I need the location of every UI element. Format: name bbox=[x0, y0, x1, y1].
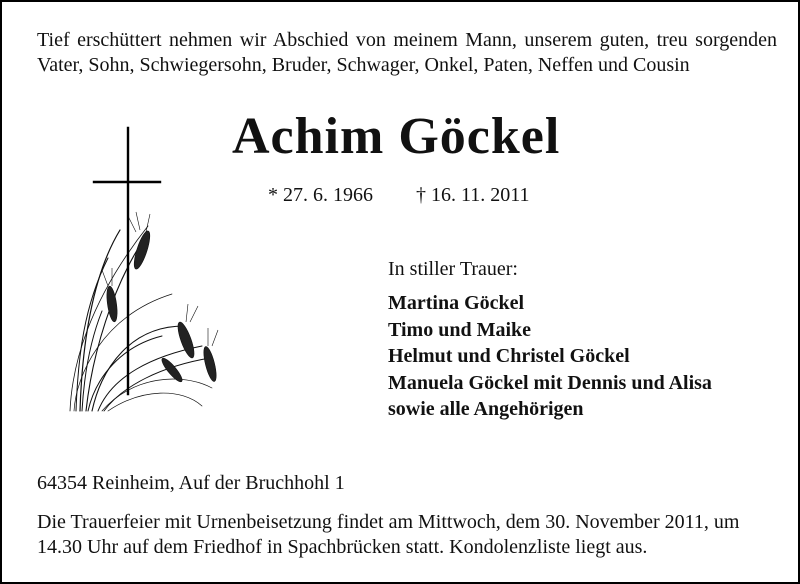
intro-text: Tief erschüttert nehmen wir Abschied von meinem Mann, unserem guten, treu sorgenden Vater, Sohn, Schwiegersohn, Bruder, Schwager, Onkel, Paten, Neffen und Cousin bbox=[37, 29, 777, 76]
family-address: 64354 Reinheim, Auf der Bruchhohl 1 bbox=[37, 472, 345, 494]
mourners-list bbox=[388, 290, 712, 423]
mourner-item: sowie alle Angehörigen bbox=[388, 398, 584, 420]
mourner-item: Helmut und Christel Göckel bbox=[388, 345, 630, 367]
birth-date: * 27. 6. 1966 bbox=[268, 184, 373, 206]
cross-and-wheat-illustration bbox=[62, 126, 242, 416]
death-date: † 16. 11. 2011 bbox=[416, 184, 530, 206]
cross-icon bbox=[94, 128, 160, 394]
life-dates bbox=[268, 182, 530, 208]
mourner-item: Timo und Maike bbox=[388, 318, 531, 341]
memorial-motif bbox=[62, 126, 242, 416]
funeral-service-info: Die Trauerfeier mit Urnenbeisetzung findet am Mittwoch, dem 30. November 2011, um 14.30 Uhr auf dem Friedhof in Spachbrücken statt. Kondolenzliste liegt aus. bbox=[37, 511, 740, 558]
mourning-label: In stiller Trauer: bbox=[388, 258, 518, 280]
deceased-name: Achim Göckel bbox=[232, 108, 561, 165]
mourner-item: Martina Göckel bbox=[388, 292, 525, 314]
mourner-item: Manuela Göckel mit Dennis und Alisa bbox=[388, 371, 712, 394]
